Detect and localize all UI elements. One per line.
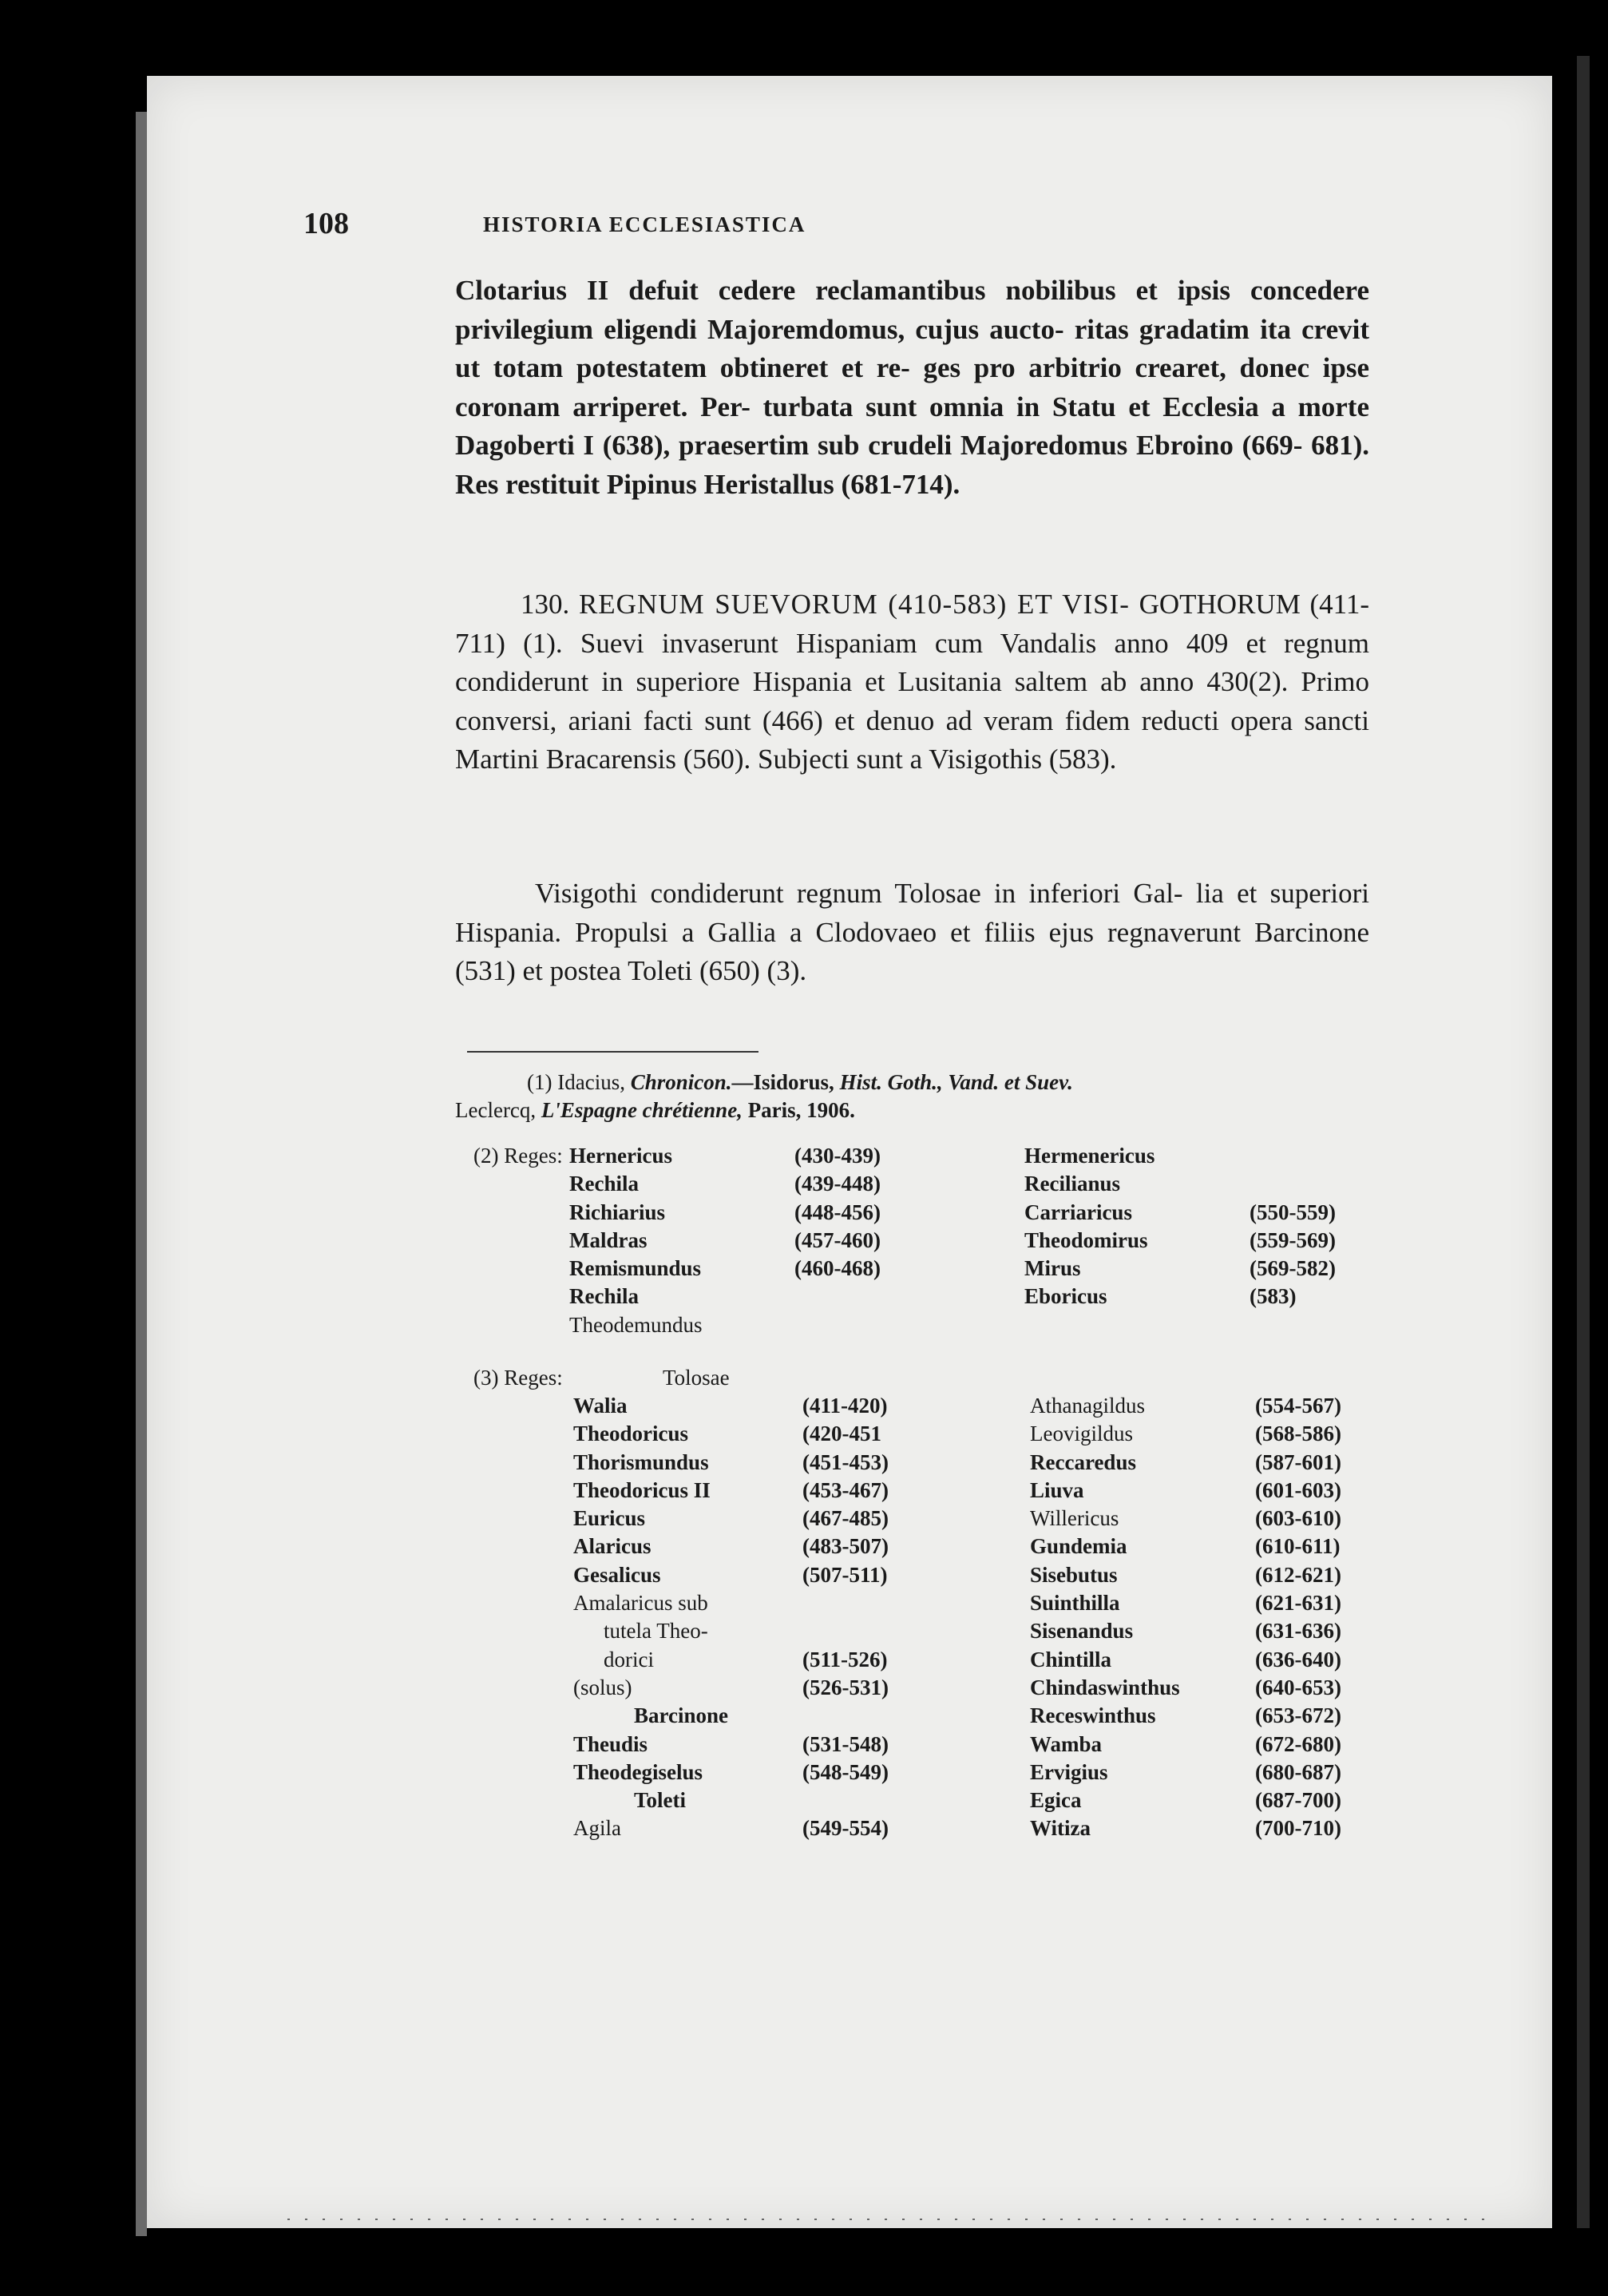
section-130-text [455, 585, 1369, 779]
footnote-1-place-year: Paris, 1906. [747, 1098, 855, 1122]
reign-dates: (549-554) [802, 1816, 889, 1841]
king-name: Eboricus [1024, 1284, 1107, 1309]
footnote-1-marker: (1) [527, 1070, 553, 1094]
king-name: Sisebutus [1030, 1562, 1118, 1587]
reign-dates: (653-672) [1255, 1703, 1341, 1728]
paragraph-1-line: concedere privilegium eligendi Majoremdomus, cujus aucto- [455, 275, 1369, 345]
paragraph-text [455, 272, 1369, 504]
king-name: Alaricus [573, 1534, 652, 1559]
king-name: Theodegiselus [573, 1759, 703, 1784]
king-name: Amalaricus sub [573, 1591, 708, 1616]
king-name: Recilianus [1024, 1172, 1121, 1196]
section-130-line: GOTHORUM (411-711) (1). Suevi invaserunt Hispaniam [455, 589, 1370, 659]
scan-edge-right [1577, 56, 1590, 2228]
section-130-line: Hispania et Lusitania saltem ab anno 430(2). Primo conversi, [455, 666, 1369, 736]
reign-dates: (550-559) [1250, 1200, 1336, 1224]
paragraph-1-line: ges pro arbitrio crearet, donec ipse coronam arriperet. Per- [455, 352, 1369, 422]
reign-dates: (507-511) [802, 1562, 888, 1587]
reign-dates: (430-439) [794, 1144, 881, 1168]
reign-dates: (448-456) [794, 1200, 881, 1224]
paragraph-3-line: lia et superiori Hispania. Propulsi a Gallia a Clodovaeo et [455, 878, 1369, 948]
king-name: Leovigildus [1030, 1422, 1133, 1446]
reign-dates: (439-448) [794, 1172, 881, 1196]
reign-dates: (451-453) [802, 1449, 889, 1474]
paragraph-1-line: turbata sunt omnia in Statu et Ecclesia a morte Dagoberti I [455, 391, 1369, 461]
king-name: Thorismundus [573, 1449, 709, 1474]
king-name: Willericus [1030, 1506, 1119, 1531]
footnote-1-sep: —Isidorus, [731, 1070, 834, 1094]
reign-dates: (700-710) [1255, 1816, 1341, 1841]
paragraph-1-line: (638), praesertim sub crudeli Majoredomus Ebroino (669- [602, 430, 1312, 461]
reign-dates: (583) [1250, 1284, 1297, 1309]
king-name: Chintilla [1030, 1647, 1112, 1671]
king-name: Carriaricus [1024, 1200, 1132, 1224]
reign-dates: (453-467) [802, 1477, 889, 1502]
reign-dates: (680-687) [1255, 1759, 1341, 1784]
reign-dates: (511-526) [802, 1647, 888, 1671]
footnote-1-text [455, 1069, 1381, 1096]
king-name: Gundemia [1030, 1534, 1127, 1559]
reign-dates: (554-567) [1255, 1394, 1341, 1418]
king-name: Agila [573, 1816, 621, 1841]
section-number: 130. [521, 589, 570, 620]
reign-dates: (531-548) [802, 1731, 889, 1756]
page-header [303, 206, 1118, 246]
king-name: Hernericus [569, 1144, 672, 1168]
king-name: Remismundus [569, 1256, 702, 1281]
footnote-1-work-3: L'Espagne chrétienne, [541, 1098, 743, 1122]
king-name: Theodoricus [573, 1422, 689, 1446]
reign-dates: (687-700) [1255, 1788, 1341, 1813]
king-name: Rechila [569, 1172, 639, 1196]
section-130-line: opera sancti Martini Bracarensis (560). Subjecti sunt a [455, 704, 1369, 775]
section-title: REGNUM SUEVORUM (410-583) ET VISI- [578, 589, 1130, 620]
reign-dates: (621-631) [1255, 1591, 1341, 1616]
king-name: Theodomirus [1024, 1227, 1148, 1252]
footnote-3-group-label: Tolosae [663, 1366, 730, 1390]
paragraph-3-line: (650) (3). [699, 955, 807, 986]
reign-dates: (587-601) [1255, 1449, 1341, 1474]
king-name: Sisenandus [1030, 1619, 1134, 1644]
king-name: Athanagildus [1030, 1394, 1145, 1418]
paragraph-3-line: filiis ejus regnaverunt Barcinone (531) et postea Toleti [455, 916, 1369, 986]
king-name: Walia [573, 1394, 628, 1418]
king-name: Suinthilla [1030, 1591, 1120, 1616]
king-name: Theodemundus [569, 1312, 703, 1337]
page-number: 108 [303, 207, 349, 240]
footnote-1-work-1: Chronicon. [630, 1070, 732, 1094]
reign-dates: (636-640) [1255, 1647, 1341, 1671]
king-name: dorici [604, 1647, 654, 1671]
reign-dates: (460-468) [794, 1256, 881, 1281]
king-name: tutela Theo- [604, 1619, 708, 1644]
scan-edge-left [136, 112, 147, 2236]
reign-dates: (603-610) [1255, 1506, 1341, 1531]
king-name: Gesalicus [573, 1562, 661, 1587]
footnote-1-work-2: Hist. Goth., Vand. et Suev. [839, 1070, 1073, 1094]
section-130-line: ariani facti sunt (466) et denuo ad veram fidem reducti [568, 704, 1231, 736]
reign-dates: (483-507) [802, 1534, 889, 1559]
reign-dates: (467-485) [802, 1506, 889, 1531]
king-name: Theudis [573, 1731, 648, 1756]
king-name: Egica [1030, 1788, 1082, 1813]
running-head: HISTORIA ECCLESIASTICA [483, 212, 806, 236]
king-name: Rechila [569, 1284, 639, 1309]
paragraph-1-line: ritas gradatim ita crevit ut totam potestatem obtineret et re- [455, 313, 1369, 383]
king-name: Receswinthus [1030, 1703, 1156, 1728]
king-name: Witiza [1030, 1816, 1091, 1841]
paragraph-clotarius [455, 272, 1369, 504]
reign-dates: (631-636) [1255, 1619, 1341, 1644]
king-name: (solus) [573, 1675, 632, 1699]
king-name: Ervigius [1030, 1759, 1108, 1784]
paragraph-1-line: 681). Res restituit Pipinus Heristallus (681-714). [455, 430, 1369, 500]
footnote-3-marker: (3) Reges: [473, 1366, 563, 1390]
king-name: Euricus [573, 1506, 646, 1531]
king-name: Toleti [634, 1788, 687, 1813]
reign-dates: (640-653) [1255, 1675, 1341, 1699]
reign-dates: (569-582) [1250, 1256, 1336, 1281]
king-name: Liuva [1030, 1477, 1084, 1502]
king-name: Maldras [569, 1227, 648, 1252]
king-name: Barcinone [634, 1703, 729, 1728]
reign-dates: (411-420) [802, 1394, 888, 1418]
reign-dates: (612-621) [1255, 1562, 1341, 1587]
reign-dates: (526-531) [802, 1675, 889, 1699]
king-name: Mirus [1024, 1256, 1081, 1281]
section-130-line: Visigothis (583). [929, 744, 1117, 775]
paragraph-3-line: Visigothi condiderunt regnum Tolosae in inferiori Gal- [535, 878, 1196, 909]
footnote-1-author-2: Leclercq, [455, 1098, 537, 1122]
reign-dates: (457-460) [794, 1227, 881, 1252]
paragraph-1-line: Clotarius II defuit cedere reclamantibus nobilibus et ipsis [455, 275, 1250, 306]
reign-dates: (610-611) [1255, 1534, 1341, 1559]
footnote-2-marker: (2) Reges: [473, 1144, 563, 1168]
reign-dates: (601-603) [1255, 1477, 1341, 1502]
section-130 [455, 585, 1369, 779]
footnote-1 [455, 1069, 1381, 1124]
scan-dust [287, 2219, 1485, 2220]
reign-dates: (672-680) [1255, 1731, 1341, 1756]
reign-dates: (420-451 [802, 1422, 881, 1446]
reign-dates: (559-569) [1250, 1227, 1336, 1252]
section-130-line: cum Vandalis anno 409 et regnum condiderunt in superiore [455, 627, 1370, 697]
footnote-rule [467, 1051, 758, 1053]
footnote-1-author: Idacius, [557, 1070, 625, 1094]
king-name: Chindaswinthus [1030, 1675, 1180, 1699]
paragraph-visigothi [455, 874, 1369, 991]
footnote-1-line-2 [455, 1096, 1381, 1124]
king-name: Wamba [1030, 1731, 1103, 1756]
reign-dates: (548-549) [802, 1759, 889, 1784]
king-name: Theodoricus II [573, 1477, 711, 1502]
reign-dates: (568-586) [1255, 1422, 1341, 1446]
king-name: Richiarius [569, 1200, 666, 1224]
king-name: Hermenericus [1024, 1144, 1155, 1168]
king-name: Reccaredus [1030, 1449, 1136, 1474]
